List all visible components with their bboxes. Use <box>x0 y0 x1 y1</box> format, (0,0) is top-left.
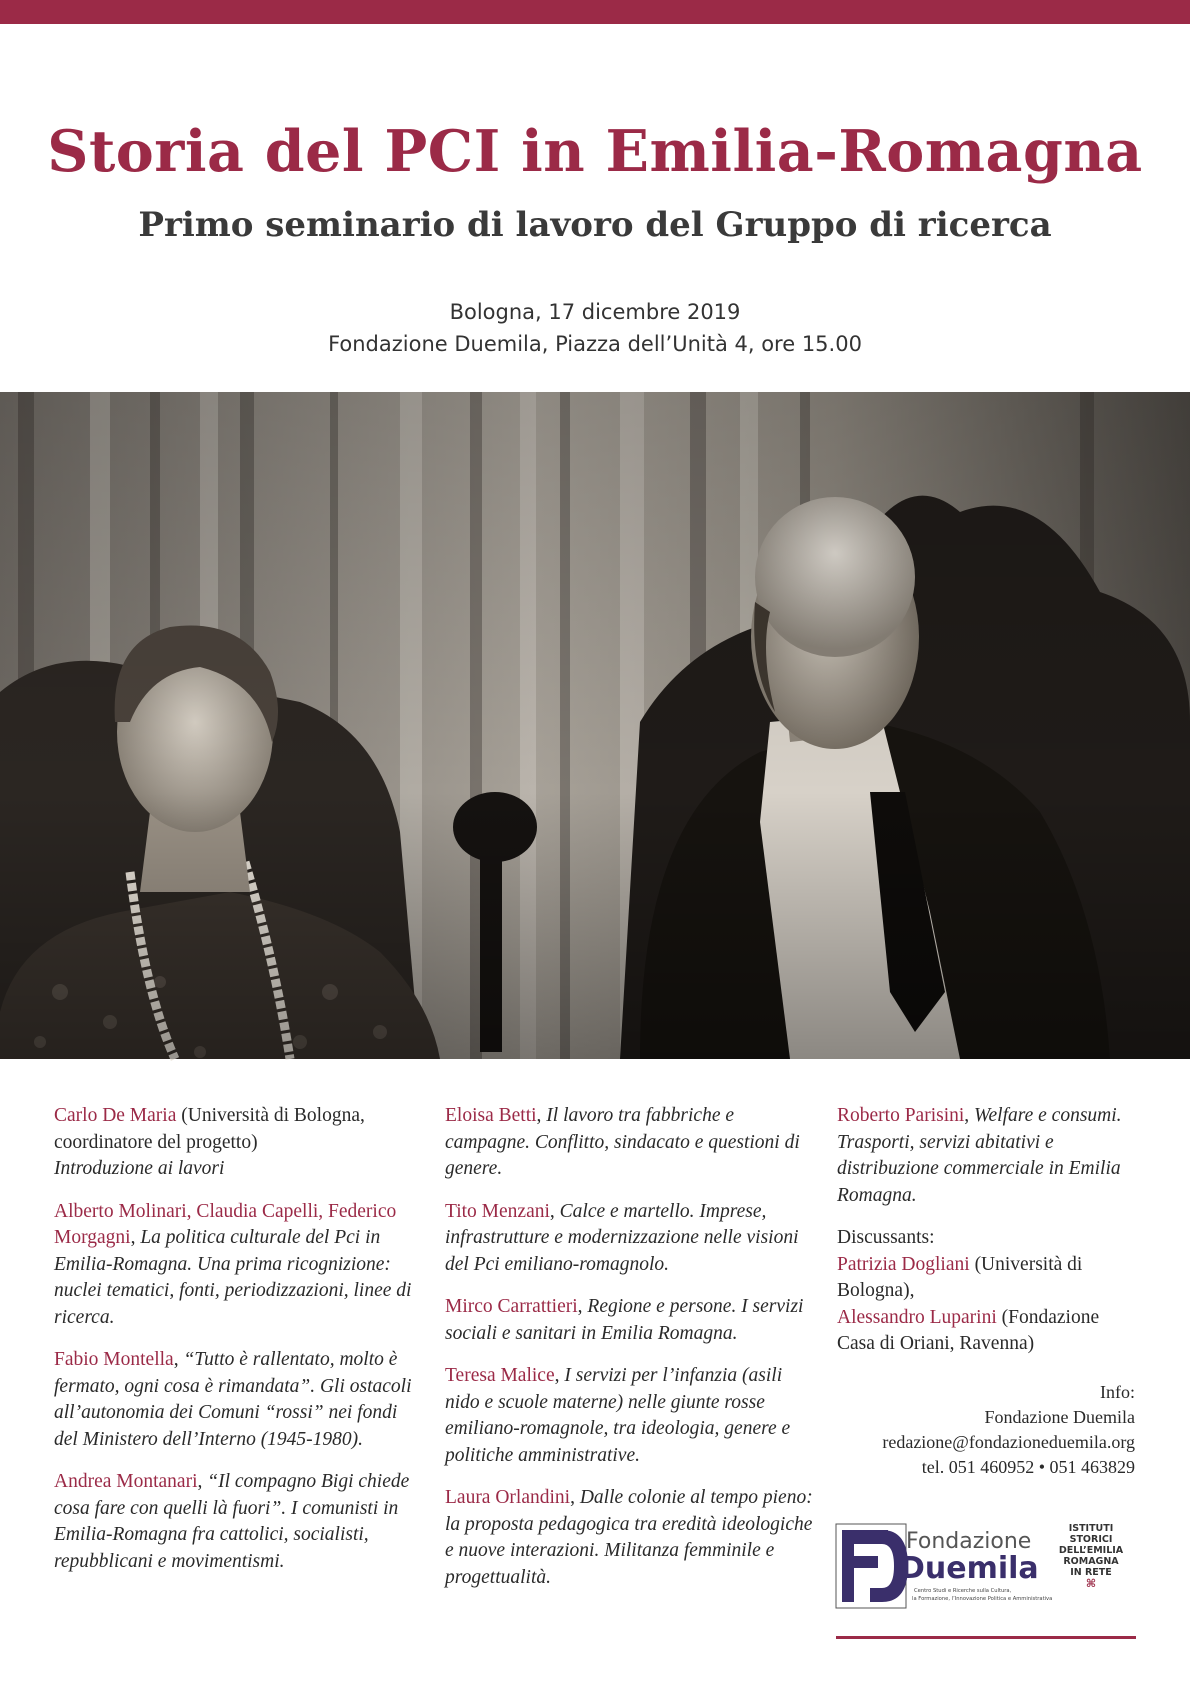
program-entry <box>54 1469 414 1575</box>
top-accent-bar <box>0 0 1190 24</box>
program-entry <box>54 1199 414 1332</box>
info-email[interactable]: redazione@fondazioneduemila.org <box>882 1432 1135 1452</box>
name-separator: , <box>130 1227 141 1248</box>
program-entry <box>837 1103 1137 1209</box>
logo-text-line: DELL’EMILIA <box>1058 1545 1124 1556</box>
logo-text-line: IN RETE <box>1070 1567 1112 1578</box>
page-subtitle: Primo seminario di lavoro del Gruppo di ricerca <box>138 205 1052 245</box>
speaker-name: Eloisa Betti <box>445 1105 537 1126</box>
program-entry <box>445 1294 820 1347</box>
name-separator: , <box>570 1487 580 1508</box>
logo-mark-icon: ⌘ <box>1085 1577 1097 1590</box>
talk-title: “Tutto è rallentato, molto è fermato, ogni cosa è rimandata”. Gli ostacoli all’autonomia dei Comuni “rossi” nei fondi del Ministero dell’Interno (1945-1980). <box>54 1349 412 1450</box>
event-info <box>0 296 1190 360</box>
discussant-name: Patrizia Dogliani <box>837 1253 970 1275</box>
event-date: Bologna, 17 dicembre 2019 <box>449 300 741 324</box>
name-separator: , <box>173 1349 184 1370</box>
program-entry <box>445 1363 820 1469</box>
talk-title: La politica culturale del Pci in Emilia-Romagna. Una prima ricognizione: nuclei tematici, fonti, periodizzazioni, linee di ricerca. <box>54 1227 412 1328</box>
program-entry <box>54 1347 414 1453</box>
istituti-storici-logo <box>1046 1523 1136 1589</box>
speaker-name: Laura Orlandini <box>445 1487 571 1508</box>
speaker-name: Alberto Molinari, Claudia Capelli, Federico Morgagni <box>54 1200 397 1248</box>
name-separator: , <box>197 1471 208 1492</box>
name-separator: , <box>536 1105 547 1126</box>
program-column-1 <box>54 1103 414 1591</box>
program-entry <box>445 1199 820 1279</box>
name-separator: , <box>577 1296 588 1317</box>
logo-text-line: ISTITUTI STORICI <box>1068 1523 1114 1545</box>
discussants-label: Discussants: <box>837 1227 935 1248</box>
speaker-name: Teresa Malice <box>445 1365 555 1386</box>
logo-tagline-1: Centro Studi e Ricerche sulla Cultura, <box>914 1588 1012 1594</box>
discussant-name: Alessandro Luparini <box>837 1306 997 1328</box>
info-block <box>882 1380 1135 1480</box>
speaker-name: Fabio Montella <box>54 1349 174 1370</box>
talk-title: Introduzione ai lavori <box>54 1158 225 1179</box>
speaker-name: Mirco Carrattieri <box>445 1296 578 1317</box>
talk-title: Dalle colonie al tempo pieno: la proposta pedagogica tra eredità ideologiche e nuove interazioni. Militanza femminile e progettualità. <box>445 1487 813 1588</box>
logo-text-duemila: Duemila <box>900 1551 1039 1586</box>
logo-text-fondazione: Fondazione <box>906 1529 1032 1554</box>
talk-title: Calce e martello. Imprese, infrastrutture e modernizzazione nelle visioni del Pci emiliano-romagnolo. <box>445 1200 799 1275</box>
event-venue: Fondazione Duemila, Piazza dell’Unità 4, ore 15.00 <box>328 332 862 356</box>
talk-title: Regione e persone. I servizi sociali e sanitari in Emilia Romagna. <box>445 1296 804 1344</box>
talk-title: “Il compagno Bigi chiede cosa fare con quelli là fuori”. I comunisti in Emilia-Romagna fra cattolici, socialisti, repubblicani e movimentismi. <box>54 1471 410 1572</box>
speaker-name: Roberto Parisini <box>837 1105 965 1126</box>
discussant-affiliation: (Università di Bologna), <box>837 1253 1083 1301</box>
speaker-name: Tito Menzani <box>445 1200 550 1222</box>
speaker-name: Carlo De Maria <box>54 1105 177 1126</box>
program-entry <box>445 1485 820 1591</box>
talk-title: I servizi per l’infanzia (asili nido e scuole materne) nelle giunte rosse emiliano-romagnole, tra ideologia, genere e politiche amministrative. <box>445 1365 791 1466</box>
talk-title: Il lavoro tra fabbriche e campagne. Conflitto, sindacato e questioni di genere. <box>445 1105 800 1179</box>
info-phone: tel. 051 460952 • 051 463829 <box>921 1457 1135 1477</box>
bottom-accent-line <box>836 1636 1136 1639</box>
info-org: Fondazione Duemila <box>984 1407 1135 1427</box>
page-title: Storia del PCI in Emilia-Romagna <box>47 118 1143 185</box>
discussant-affiliation: (Fondazione Casa di Oriani, Ravenna) <box>837 1306 1100 1354</box>
talk-title: Welfare e consumi. Trasporti, servizi abitativi e distribuzione commerciale in Emilia Romagna. <box>837 1105 1122 1206</box>
logo-tagline-2: la Formazione, l’Innovazione Politica e Amministrativa <box>912 1596 1053 1602</box>
name-separator: , <box>964 1105 975 1126</box>
program-entry <box>445 1103 820 1183</box>
historical-photo <box>0 392 1190 1059</box>
fondazione-duemila-logo <box>836 1522 1053 1608</box>
name-separator: , <box>554 1365 565 1386</box>
info-label: Info: <box>1100 1382 1135 1402</box>
speaker-name: Andrea Montanari <box>54 1471 198 1492</box>
logo-text-line: ROMAGNA <box>1063 1556 1119 1567</box>
speaker-affiliation: (Università di Bologna, coordinatore del progetto) <box>54 1105 365 1153</box>
name-separator: , <box>549 1200 560 1222</box>
program-column-3 <box>837 1103 1137 1374</box>
program-column-2 <box>445 1103 820 1607</box>
program-entry <box>54 1103 414 1183</box>
discussants-block <box>837 1225 1137 1358</box>
